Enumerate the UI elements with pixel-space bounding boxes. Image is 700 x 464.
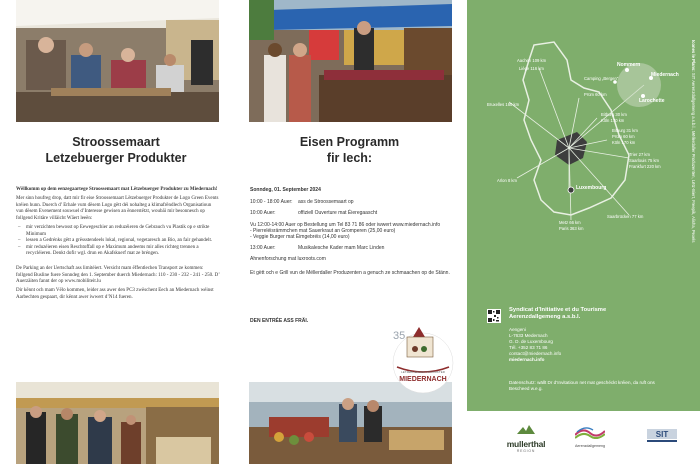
map-label-koln-2: Köln 170 km xyxy=(612,140,636,145)
map-label-saarlouis: Saarlouis 75 km xyxy=(629,158,660,163)
aerenzdallgemeng-logo xyxy=(565,426,615,448)
contact-address xyxy=(509,327,561,364)
distance-map xyxy=(479,40,684,235)
map-label-koln: Köln 170 km xyxy=(601,118,625,123)
website-link[interactable]: miedernach.info xyxy=(509,357,545,363)
panel-contact xyxy=(467,0,700,464)
bike-paragraph: Dir kënnt och mam Vëlo kommen, leider ass awer den PC3 zwëschent Eech an Miedernach wéinst Aarbechten gespaart, dir kënnt awer iwwert d’N14 fueren. xyxy=(16,288,214,300)
mullerthal-mark-icon xyxy=(517,425,535,434)
map-label-trier: Trier 27 km xyxy=(629,152,651,157)
organization-name-line1: Syndicat d’Initiative et du Tourisme xyxy=(509,307,607,313)
organization-name-line2: Aerenzdallgemeng a.s.b.l. xyxy=(509,314,581,320)
schedule-time: 10:00 - 18:00 Auer: xyxy=(250,199,293,206)
seal-number: 35 xyxy=(393,330,406,342)
program-title xyxy=(233,134,466,166)
schedule-time: 13:00 Auer: xyxy=(250,245,276,252)
credits-vertical xyxy=(691,40,696,242)
schedule-text: ass de Stroossemaart op xyxy=(298,199,354,206)
free-entry-text: DEN ENTRÉE ASS FRÄI. xyxy=(250,318,309,324)
qr-code-icon[interactable] xyxy=(487,309,501,323)
mullerthal-wordmark: mullerthal xyxy=(506,439,546,449)
credits-label: Icones le Plans: xyxy=(691,40,696,72)
panel-market-info xyxy=(0,0,232,464)
meal-option: - Pierreléisrämmchen mat Sauerkraut an Gromperen (25,00 euro) xyxy=(250,227,396,234)
list-item: – lessen a Gedrénks gëtt a grëssstendeels lokal, regional, vegetaresch an Bio, an fair gehandelt. xyxy=(16,238,220,245)
schedule-text: offiziell Ouverture mat Éieregaascht xyxy=(298,210,378,217)
schedule-text: Musikalesche Kader mam Marc Linden xyxy=(298,245,385,252)
welcome-lead: Wëllkomm op dem eenzegaartege Stroossemaart mat Lëtzebuerger Produkter zu Miedernach! xyxy=(16,187,218,192)
aerenz-wordmark: Aerenzdallgemeng xyxy=(575,444,605,448)
privacy-notice: Datenschutz: wällt Dr d’Invitatioun net mat geschéckt kréien, da ruft ons Bescheed w.e.g. xyxy=(509,380,655,391)
address-line: L-7633 Medernach xyxy=(509,333,548,339)
program-schedule xyxy=(250,187,455,276)
map-label-bitburg: Bitburg 30 km xyxy=(601,112,627,117)
map-label-prum-2: Prüm 60 km xyxy=(612,134,635,139)
market-tent-photo xyxy=(16,0,219,122)
map-label-saarbrucken: Saarbrücken 77 km xyxy=(607,214,644,219)
market-description xyxy=(16,187,220,304)
schedule-row xyxy=(250,245,455,251)
meal-option: - Veggie Burger mat Éimgebréis (14,00 euro) xyxy=(250,234,350,241)
genealogy-note: Ahnenforschung mat luxroots.com xyxy=(250,256,326,263)
market-stall-photo xyxy=(16,382,219,464)
event-date: Sonndeg, 01. September 2024 xyxy=(250,187,321,193)
address-line: G. D. de Luxembourg xyxy=(509,339,553,345)
map-label-luxembourg: Luxembourg xyxy=(576,185,607,191)
schedule-row xyxy=(250,210,455,216)
sit-mark-icon xyxy=(645,426,681,446)
phone-number: Tél. +352 83 71 86 xyxy=(509,345,548,351)
map-label-larochette: Larochette xyxy=(639,98,665,104)
schedule-time: 10:00 Auer: xyxy=(250,210,276,217)
green-contact-area xyxy=(467,0,700,411)
aerenz-wave-icon xyxy=(575,427,605,439)
map-label-nommern: Nommern xyxy=(617,62,641,68)
organization-name xyxy=(509,307,689,321)
parking-paragraph: De Parking an der Uertschaft ass limitéiert. Versicht mam ëffentlechen Transport ze kommen: follgend Busline fuere Sonndeg den 1. September duerch Miedernach: 110 - 230 - 232 - 241 - 250. D’ Auerzäiten fannt der op www.mobiliteit.lu xyxy=(16,265,220,285)
map-label-bruxelles: Bruxelles 160 km xyxy=(487,102,520,107)
map-label-prum: Prüm 60 km xyxy=(584,92,607,97)
meal-order-line: Vu 12:00-14:00 Auer op Bestellung um Tel 83 71 86 oder iwwert www.miedernach.info xyxy=(250,221,441,228)
map-label-frankfurt: Frankfurt 220 km xyxy=(629,164,661,169)
list-item: – mir verzichten bewosst op Eewegeschier an reduzéieren de Gebrauch vu Plastik op e strikte Minimum xyxy=(16,225,220,238)
email-link[interactable]: contact@miedernach.info xyxy=(509,351,562,357)
program-title-line1: Eisen Programm xyxy=(299,135,400,149)
anniversary-seal xyxy=(383,323,455,395)
schedule-row xyxy=(250,199,455,205)
map-label-metz: Metz 66 km xyxy=(559,220,581,225)
market-title xyxy=(0,134,232,166)
map-label-miedernach: Miedernach xyxy=(651,72,679,78)
mullerthal-subtext: REGION xyxy=(516,449,536,453)
list-item: – mir reduzéieren eisen Reschtoffall op e Maximum andeems mir alles richteg trennen a recycléieren. Denkt dofir wgl. drun en Akafskuerf mat ze bréngen. xyxy=(16,245,220,258)
criteria-list xyxy=(16,225,220,258)
vendor-stall-photo xyxy=(249,0,452,122)
map-label-aachen: Aachen 109 km xyxy=(517,58,547,63)
grill-note: Et gëtt och e Grill vun de Mëllerdaller Produzenten a genuch ze schmaachen op de Stänn. xyxy=(250,269,450,276)
green-events-paragraph: Mer sinn houfreg drop, datt mir fir eise Stroossemaart Lëtzebuerger Produkter de Logo Green Events kréien hunn. Duerch d’ Erhale vum dësem Logo gëtt déi nohalteg a klimafrëndlech Organisatioun vun dësem Evenement souwuel d’Interesse gewisen an ënnerstëtzt, woubäi mir besonnesch op follgend Kritäre villäicht Wäert leeën: xyxy=(16,196,219,221)
credits-text: SIT Aerenzdallgemeng a.s.b.l., Mëllerdaller Produzenten, Lëtz-Biert, Freepik, Alisha, Pexels xyxy=(691,72,696,243)
mullerthal-logo xyxy=(497,421,555,453)
meal-order-info xyxy=(250,222,455,241)
market-title-line2: Letzebuerger Produkter xyxy=(45,151,187,165)
market-title-line1: Stroossemaart xyxy=(72,135,160,149)
seal-ring-text: LETZEBUERGER PRODUKTER xyxy=(401,370,445,374)
map-label-arlon: Arlon 8 km xyxy=(497,178,518,183)
address-line: Aengeni xyxy=(509,327,526,332)
map-label-paris: Paris 363 km xyxy=(559,226,584,231)
svg-text:SIT: SIT xyxy=(655,430,669,439)
program-title-line2: fir Iech: xyxy=(326,151,373,165)
map-label-liege: Liège 116 km xyxy=(519,66,544,71)
map-label-camping: Camping „Bergen” xyxy=(584,76,619,81)
seal-town-name: MIEDERNACH xyxy=(399,376,447,383)
map-label-bitburg-2: Bitburg 31 km xyxy=(612,128,638,133)
sit-logo xyxy=(645,426,685,451)
